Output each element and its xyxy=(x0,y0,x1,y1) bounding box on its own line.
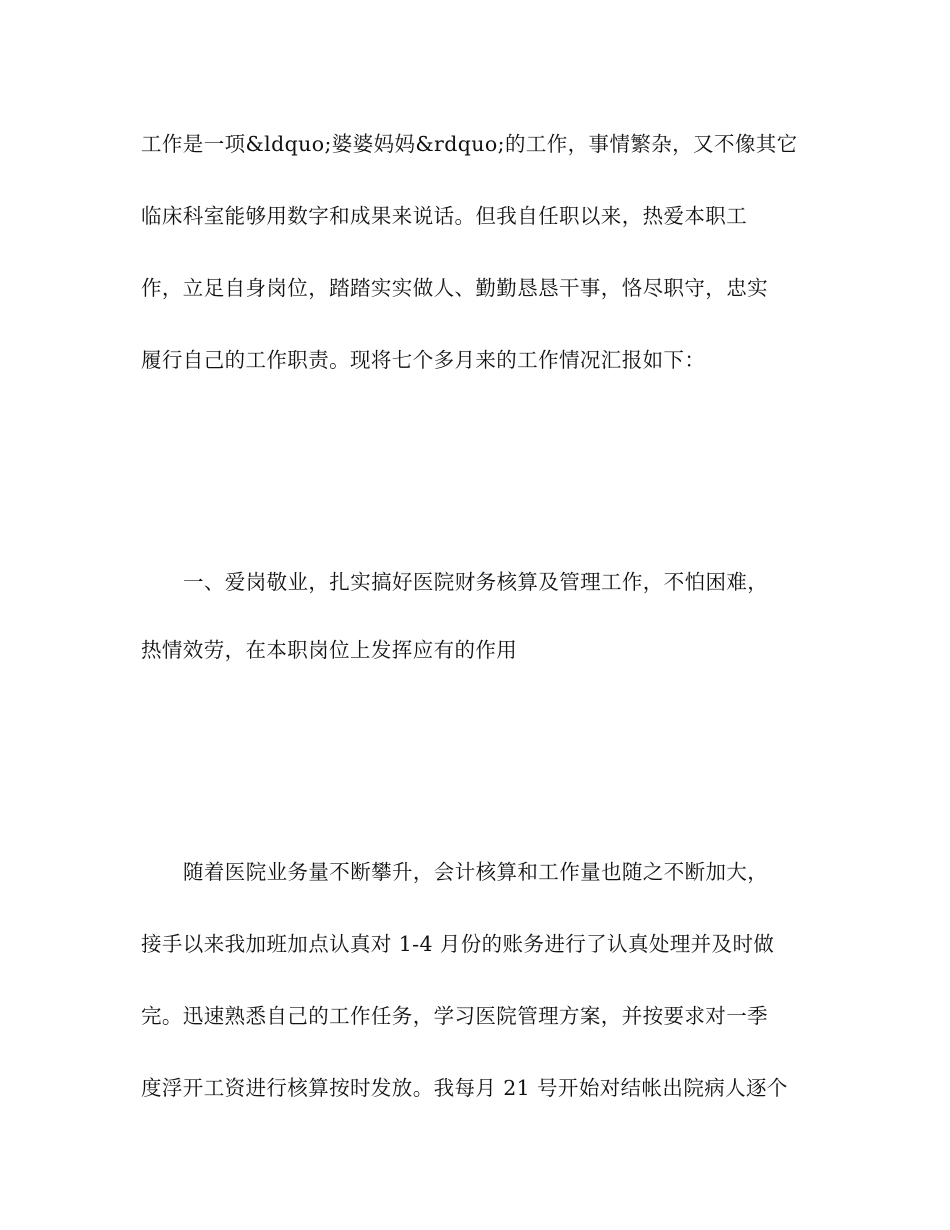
paragraph-1-line-1: 工作是一项&ldquo;婆婆妈妈&rdquo;的工作，事情繁杂，又不像其它 xyxy=(141,132,798,156)
paragraph-2-line-1: 随着医院业务量不断攀升，会计核算和工作量也随之不断加大， xyxy=(183,860,769,884)
heading-1-line-1: 一、爱岗敬业，扎实搞好医院财务核算及管理工作，不怕困难， xyxy=(183,570,769,594)
heading-1-line-2: 热情效劳，在本职岗位上发挥应有的作用 xyxy=(141,638,518,662)
paragraph-1-line-2: 临床科室能够用数字和成果来说话。但我自任职以来，热爱本职工 xyxy=(141,204,748,228)
paragraph-1-line-3: 作，立足自身岗位，踏踏实实做人、勤勤恳恳干事，恪尽职守，忠实 xyxy=(141,276,768,300)
paragraph-2-line-3: 完。迅速熟悉自己的工作任务，学习医院管理方案，并按要求对一季 xyxy=(141,1004,768,1028)
paragraph-2-line-4: 度浮开工资进行核算按时发放。我每月 21 号开始对结帐出院病人逐个 xyxy=(141,1076,788,1100)
paragraph-1-line-4: 履行自己的工作职责。现将七个多月来的工作情况汇报如下： xyxy=(141,348,706,372)
paragraph-2-line-2: 接手以来我加班加点认真对 1-4 月份的账务进行了认真处理并及时做 xyxy=(141,932,775,956)
